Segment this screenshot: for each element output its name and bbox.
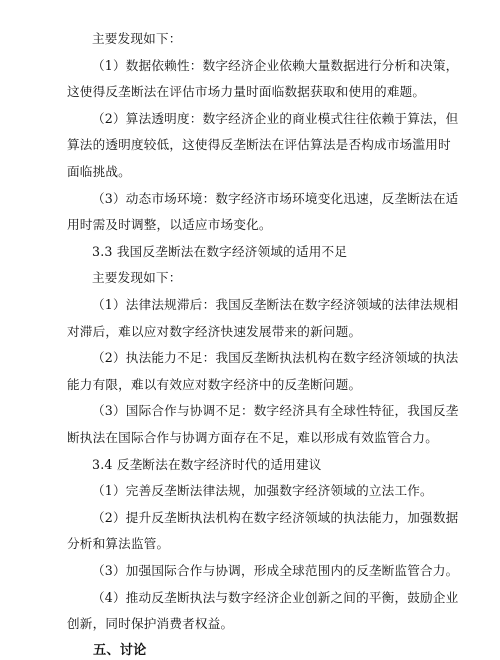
- text-line-r4-l2: 创新，同时保护消费者权益。: [67, 616, 234, 632]
- text-line-p2-l3: 面临挑战。: [67, 164, 131, 179]
- text-line-p2-l1: （2）算法透明度：数字经济企业的商业模式往往依赖于算法，但: [92, 110, 459, 126]
- findings-intro: 主要发现如下：: [92, 270, 182, 286]
- section-heading-3-4: 3.4 反垄断法在数字经济时代的适用建议: [92, 456, 322, 472]
- text-line-r2-l1: （2）提升反垄断执法机构在数字经济领域的执法能力，加强数据: [92, 509, 459, 525]
- text-line-r3-l1: （3）加强国际合作与协调，形成全球范围内的反垄断监管合力。: [92, 563, 459, 578]
- text-line-r4-l1: （4）推动反垄断执法与数字经济企业创新之间的平衡，鼓励企业: [92, 589, 459, 605]
- text-line-q1-l1: （1）法律法规滞后：我国反垄断法在数字经济领域的法律法规相: [92, 297, 459, 312]
- text-line-q2-l2: 能力有限，难以有效应对数字经济中的反垄断问题。: [67, 376, 362, 392]
- text-line-r2-l2: 分析和算法监管。: [67, 536, 170, 552]
- text-line-q3-l1: （3）国际合作与协调不足：数字经济具有全球性特征，我国反垄: [92, 403, 459, 419]
- text-line-p3-l2: 用时需及时调整，以适应市场变化。: [67, 217, 272, 233]
- text-line-r1-l1: （1）完善反垄断法律法规，加强数字经济领域的立法工作。: [92, 483, 433, 499]
- text-line-p1-l1: （1）数据依赖性：数字经济企业依赖大量数据进行分析和决策，: [92, 57, 459, 73]
- text-line-p1-l2: 这使得反垄断法在评估市场力量时面临数据获取和使用的难题。: [67, 84, 426, 100]
- section-heading-3-3: 3.3 我国反垄断法在数字经济领域的适用不足: [92, 243, 348, 259]
- text-line-q2-l1: （2）执法能力不足：我国反垄断执法机构在数字经济领域的执法: [92, 350, 459, 366]
- chapter-heading: 五、讨论: [93, 642, 147, 658]
- findings-intro: 主要发现如下：: [92, 31, 182, 46]
- text-line-p2-l2: 算法的透明度较低，这使得反垄断法在评估算法是否构成市场滥用时: [67, 137, 451, 153]
- text-line-q1-l2: 对滞后，难以应对数字经济快速发展带来的新问题。: [67, 323, 362, 339]
- text-line-p3-l1: （3）动态市场环境：数字经济市场环境变化迅速，反垄断法在适: [92, 190, 459, 206]
- text-line-q3-l2: 断执法在国际合作与协调方面存在不足，难以形成有效监管合力。: [67, 430, 439, 445]
